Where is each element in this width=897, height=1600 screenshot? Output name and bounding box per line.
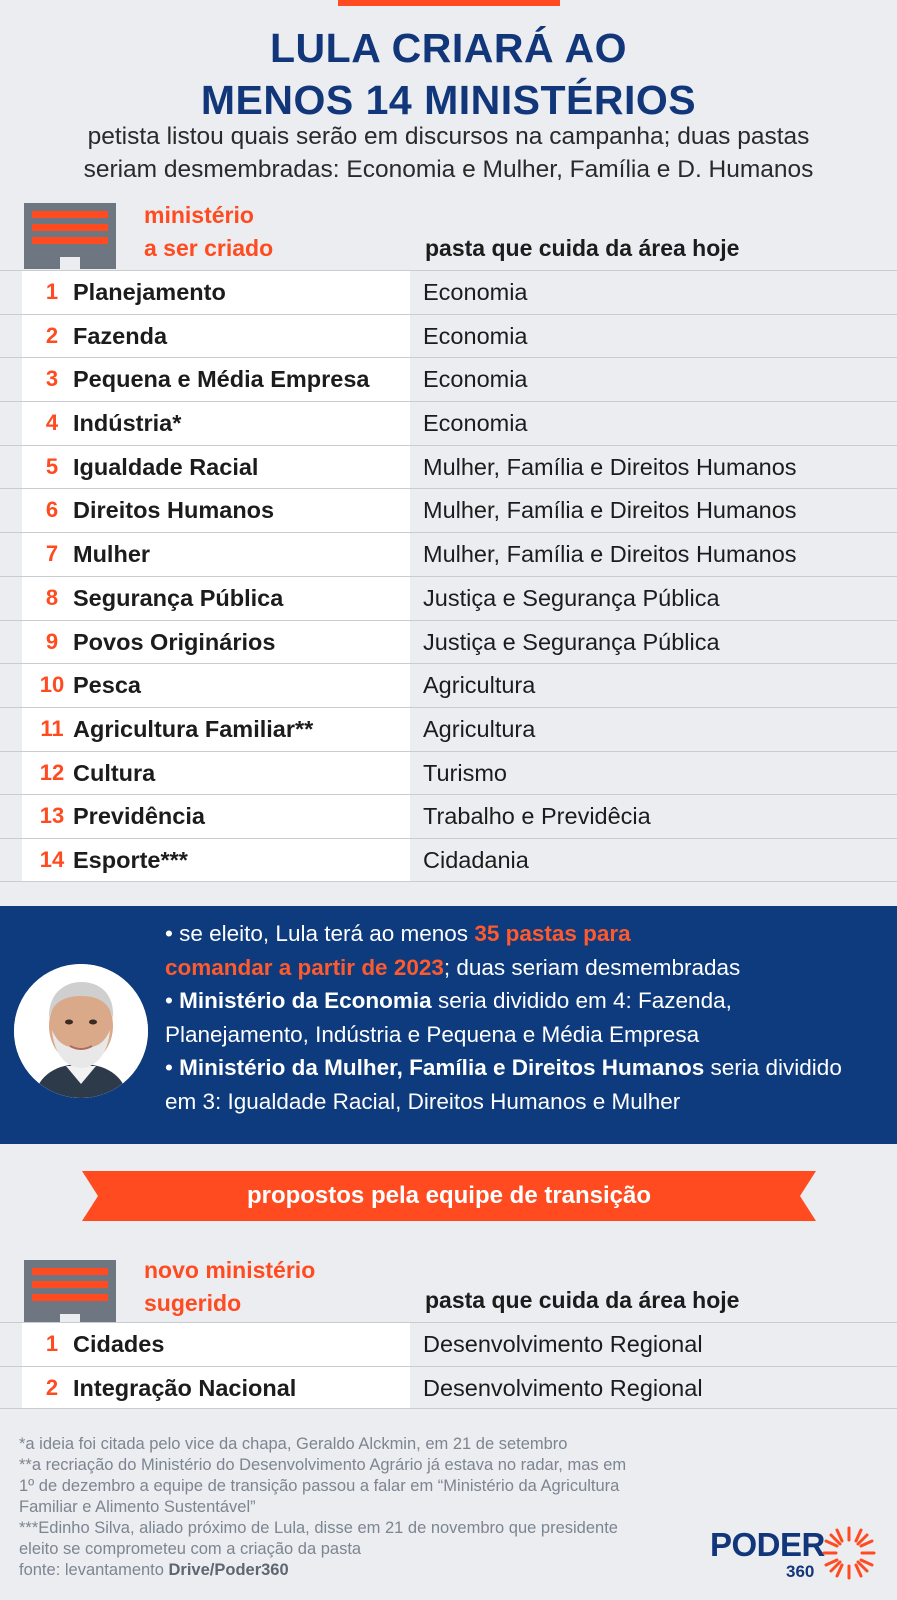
row-number: 9 [45,628,59,654]
ministry-name: Esporte*** [73,846,188,873]
current-ministry: Justiça e Segurança Pública [423,584,720,611]
row-number: 8 [45,584,59,610]
ministry-name: Pequena e Média Empresa [73,366,370,393]
table-row [0,751,897,795]
row-name-cell [22,839,410,881]
row-number: 13 [39,803,65,829]
ministry-name: Pesca [73,672,141,699]
row-name-cell [22,402,410,445]
logo-number: 360 [786,1562,815,1581]
footnotes [19,1434,719,1581]
ministry-name: Povos Originários [73,628,276,655]
row-name-cell [22,1323,410,1366]
table2-col1-line2: sugerido [144,1290,242,1316]
row-number: 4 [45,410,59,436]
row-name-cell [22,358,410,401]
footnote-3-line-2: eleito se comprometeu com a criação da pasta [19,1540,362,1558]
highlight-emphasis: comandar a partir de 2023 [165,954,444,980]
row-number: 11 [40,715,64,741]
bullet: • [165,1055,180,1080]
ministry-name: Direitos Humanos [73,497,275,524]
bullet: • [165,988,180,1013]
row-name-cell [22,315,410,358]
subtitle-line-2: seriam desmembradas: Economia e Mulher, Família e D. Humanos [83,156,814,183]
table-row [0,794,897,838]
highlight-line-1 [165,917,890,951]
title-line-1: LULA CRIARÁ AO [270,25,627,71]
highlight-text: seria dividido [704,1055,842,1080]
current-ministry: Mulher, Família e Direitos Humanos [423,541,797,568]
highlight-emphasis: 35 pastas para [474,921,631,946]
table1-col-pasta-header: pasta que cuida da área hoje [425,235,740,261]
table-row [0,838,897,882]
current-ministry: Economia [423,410,528,437]
title-line-2: MENOS 14 MINISTÉRIOS [200,77,697,123]
current-ministry: Agricultura [423,672,536,699]
current-ministry: Desenvolvimento Regional [423,1374,703,1401]
row-name-cell [22,1367,410,1409]
row-number: 7 [45,541,59,567]
current-ministry: Justiça e Segurança Pública [423,628,720,655]
row-name-cell [22,752,410,795]
row-name-cell [22,533,410,576]
table2-col-pasta-header: pasta que cuida da área hoje [425,1287,740,1313]
row-number: 2 [45,322,59,348]
row-number: 12 [39,759,65,785]
footnote-2-line-1: **a recriação do Ministério do Desenvolvimento Agrário já estava no radar, mas em [19,1456,627,1474]
row-number: 3 [45,366,59,392]
table1-col1-line2: a ser criado [144,235,274,261]
row-name-cell [22,708,410,751]
page-title [0,22,897,126]
table-row [0,270,897,314]
ministry-name: Cultura [73,759,156,786]
row-name-cell [22,489,410,532]
table-row [0,532,897,576]
lula-portrait [14,964,148,1098]
table-row [0,707,897,751]
footnote-2-line-3: Familiar e Alimento Sustentável” [19,1498,256,1516]
highlight-bold: Ministério da Economia [179,988,432,1013]
highlight-text: • se eleito, Lula terá ao menos [165,921,475,946]
highlight-text: seria dividido em 4: Fazenda, [431,988,732,1013]
row-name-cell [22,577,410,620]
highlight-line-3 [165,984,890,1018]
ministry-name: Fazenda [73,322,168,349]
footnote-3-line-1: ***Edinho Silva, aliado próximo de Lula, disse em 21 de novembro que presidente [19,1519,618,1537]
sunburst-icon [822,1526,876,1580]
page-subtitle [0,120,897,186]
current-ministry: Agricultura [423,715,536,742]
footnote-1: *a ideia foi citada pelo vice da chapa, Geraldo Alckmin, em 21 de setembro [19,1435,568,1453]
row-name-cell [22,271,410,314]
top-accent-bar [338,0,560,6]
ministry-name: Segurança Pública [73,584,284,611]
ministry-name: Indústria* [73,410,182,437]
source-name: Drive/Poder360 [168,1561,289,1579]
ministry-name: Agricultura Familiar** [73,715,314,742]
highlight-line-2 [165,951,890,985]
table-row [0,620,897,664]
current-ministry: Economia [423,322,528,349]
row-number: 10 [39,672,65,698]
source-label: fonte: levantamento [19,1561,169,1579]
highlight-line-5 [165,1051,890,1085]
table-row [0,488,897,532]
footnote-2-line-2: 1º de dezembro a equipe de transição passou a falar em “Ministério da Agricultura [19,1477,620,1495]
highlight-text: ; duas seriam desmembradas [443,954,741,980]
row-number: 1 [45,279,59,304]
source-line [19,1560,719,1581]
row-number: 5 [45,453,59,479]
row-name-cell [22,621,410,664]
highlights-box [0,906,897,1144]
highlight-line-6: em 3: Igualdade Racial, Direitos Humanos e Mulher [165,1088,681,1114]
highlights-text [165,917,890,1118]
row-number: 1 [45,1331,59,1356]
ministry-name: Planejamento [73,279,226,305]
table1-col1-line1: ministério [144,202,254,228]
table-row [0,1366,897,1410]
current-ministry: Trabalho e Previdêcia [423,803,651,830]
table2-col-ministerio-header [144,1254,315,1320]
table1-col-ministerio-header [144,199,273,265]
highlight-line-4: Planejamento, Indústria e Pequena e Média Empresa [165,1021,700,1047]
ministry-name: Integração Nacional [73,1374,297,1401]
current-ministry: Turismo [423,759,507,786]
table-row [0,663,897,707]
transition-team-banner [82,1171,816,1221]
building-icon [24,203,116,269]
logo-word: PODER [710,1526,825,1563]
ministry-name: Previdência [73,803,205,830]
subtitle-line-1: petista listou quais serão em discursos na campanha; duas pastas [87,123,810,150]
poder360-logo [710,1526,880,1582]
row-number: 2 [45,1374,59,1400]
ministry-name: Mulher [73,541,151,568]
row-name-cell [22,664,410,707]
current-ministry: Cidadania [423,846,529,873]
current-ministry: Economia [423,366,528,393]
table-row [0,1322,897,1366]
current-ministry: Mulher, Família e Direitos Humanos [423,497,797,524]
banner-label: propostos pela equipe de transição [246,1182,652,1209]
table-row [0,357,897,401]
current-ministry: Mulher, Família e Direitos Humanos [423,453,797,480]
ministry-name: Cidades [73,1331,165,1357]
table2-col1-line1: novo ministério [144,1257,316,1283]
table-row [0,314,897,358]
row-number: 14 [39,846,65,872]
row-number: 6 [45,497,59,523]
current-ministry: Desenvolvimento Regional [423,1331,703,1357]
table-row [0,445,897,489]
table-row [0,401,897,445]
current-ministry: Economia [423,279,528,305]
highlight-bold: Ministério da Mulher, Família e Direitos Humanos [179,1055,705,1080]
ministry-name: Igualdade Racial [73,453,259,480]
proposed-ministries-table [0,1322,897,1409]
row-name-cell [22,446,410,489]
building-icon [24,1260,116,1326]
row-name-cell [22,795,410,838]
ministries-table [0,270,897,882]
table-row [0,576,897,620]
